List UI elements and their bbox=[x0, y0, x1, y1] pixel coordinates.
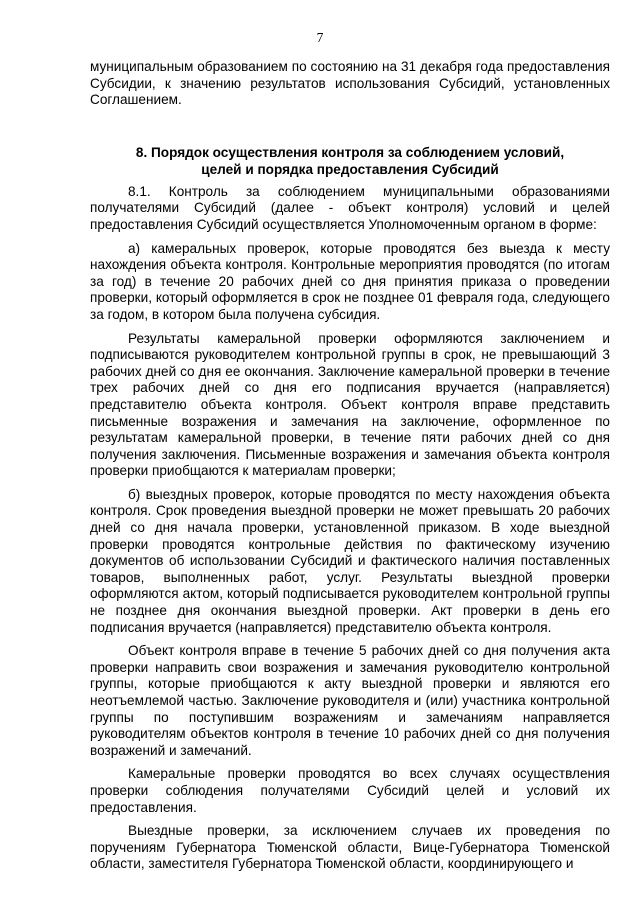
paragraph-vyezdnye: б) выездных проверок, которые проводятся по месту нахождения объекта контроля. Срок проведения выездной проверки не может превышать 20 рабочих дней со дня начала проверки, установленной приказом. В ходе выездной проверки проводятся контрольные действия по фактическому изучению документов об использовании Субсидий и фактического наличия поставленных товаров, выполненных работ, услуг. Результаты выездной проверки оформляются актом, который подписывается руководителем контрольной группы не позднее дня окончания выездной проверки. Акт проверки в день его подписания вручается (направляется) представителю объекта контроля. bbox=[90, 486, 610, 635]
paragraph-rezultaty: Результаты камеральной проверки оформляются заключением и подписываются руководителем контрольной группы в срок, не превышающий 3 рабочих дней со дня ее окончания. Заключение камеральной проверки в течение трех рабочих дней со дня его подписания вручается (направляется) представителю объекта контроля. Объект контроля вправе представить письменные возражения и замечания на заключение, оформленное по результатам камеральной проверки, в течение пяти рабочих дней со дня получения заключения. Письменные возражения и замечания объекта контроля проверки приобщаются к материалам проверки; bbox=[90, 330, 610, 479]
section-heading-line-2: целей и порядка предоставления Субсидий bbox=[201, 161, 499, 177]
section-heading-line-1: 8. Порядок осуществления контроля за соблюдением условий, bbox=[135, 144, 565, 160]
page-number: 7 bbox=[316, 30, 324, 45]
paragraph-vyezdnye-isklyucheniya: Выездные проверки, за исключением случаев их проведения по поручениям Губернатора Тюменской области, Вице-Губернатора Тюменской области, заместителя Губернатора Тюменской области, координирующего и bbox=[90, 823, 610, 872]
paragraph-vozrazheniya: Объект контроля вправе в течение 5 рабочих дней со дня получения акта проверки направить свои возражения и замечания руководителю контрольной группы, которые приобщаются к акту выездной проверки и являются его неотъемлемой частью. Заключение руководителя и (или) участника контрольной группы по поступившим возражениям и замечаниям направляется руководителям объектов контроля в течение 10 рабочих дней со дня получения возражений и замечаний. bbox=[90, 643, 610, 758]
paragraph-kameralnye-sluchai: Камеральные проверки проводятся во всех случаях осуществления проверки соблюдения получателями Субсидий целей и условий их предоставления. bbox=[90, 766, 610, 815]
section-heading bbox=[90, 144, 610, 178]
paragraph-kameralnye: а) камеральных проверок, которые проводятся без выезда к месту нахождения объекта контроля. Контрольные мероприятия проводятся (по итогам за год) в течение 20 рабочих дней со дня принятия приказа о проведении проверки, который оформляется в срок не позднее 01 февраля года, следующего за годом, в котором была получена субсидия. bbox=[90, 240, 610, 322]
intro-paragraph: муниципальным образованием по состоянию на 31 декабря года предоставления Субсидии, к значению результатов использования Субсидий, установленных Соглашением. bbox=[90, 59, 610, 108]
document-body bbox=[90, 59, 610, 873]
paragraph-8-1: 8.1. Контроль за соблюдением муниципальными образованиями получателями Субсидий (далее - объект контроля) условий и целей предоставления Субсидий осуществляется Уполномоченным органом в форме: bbox=[90, 183, 610, 232]
